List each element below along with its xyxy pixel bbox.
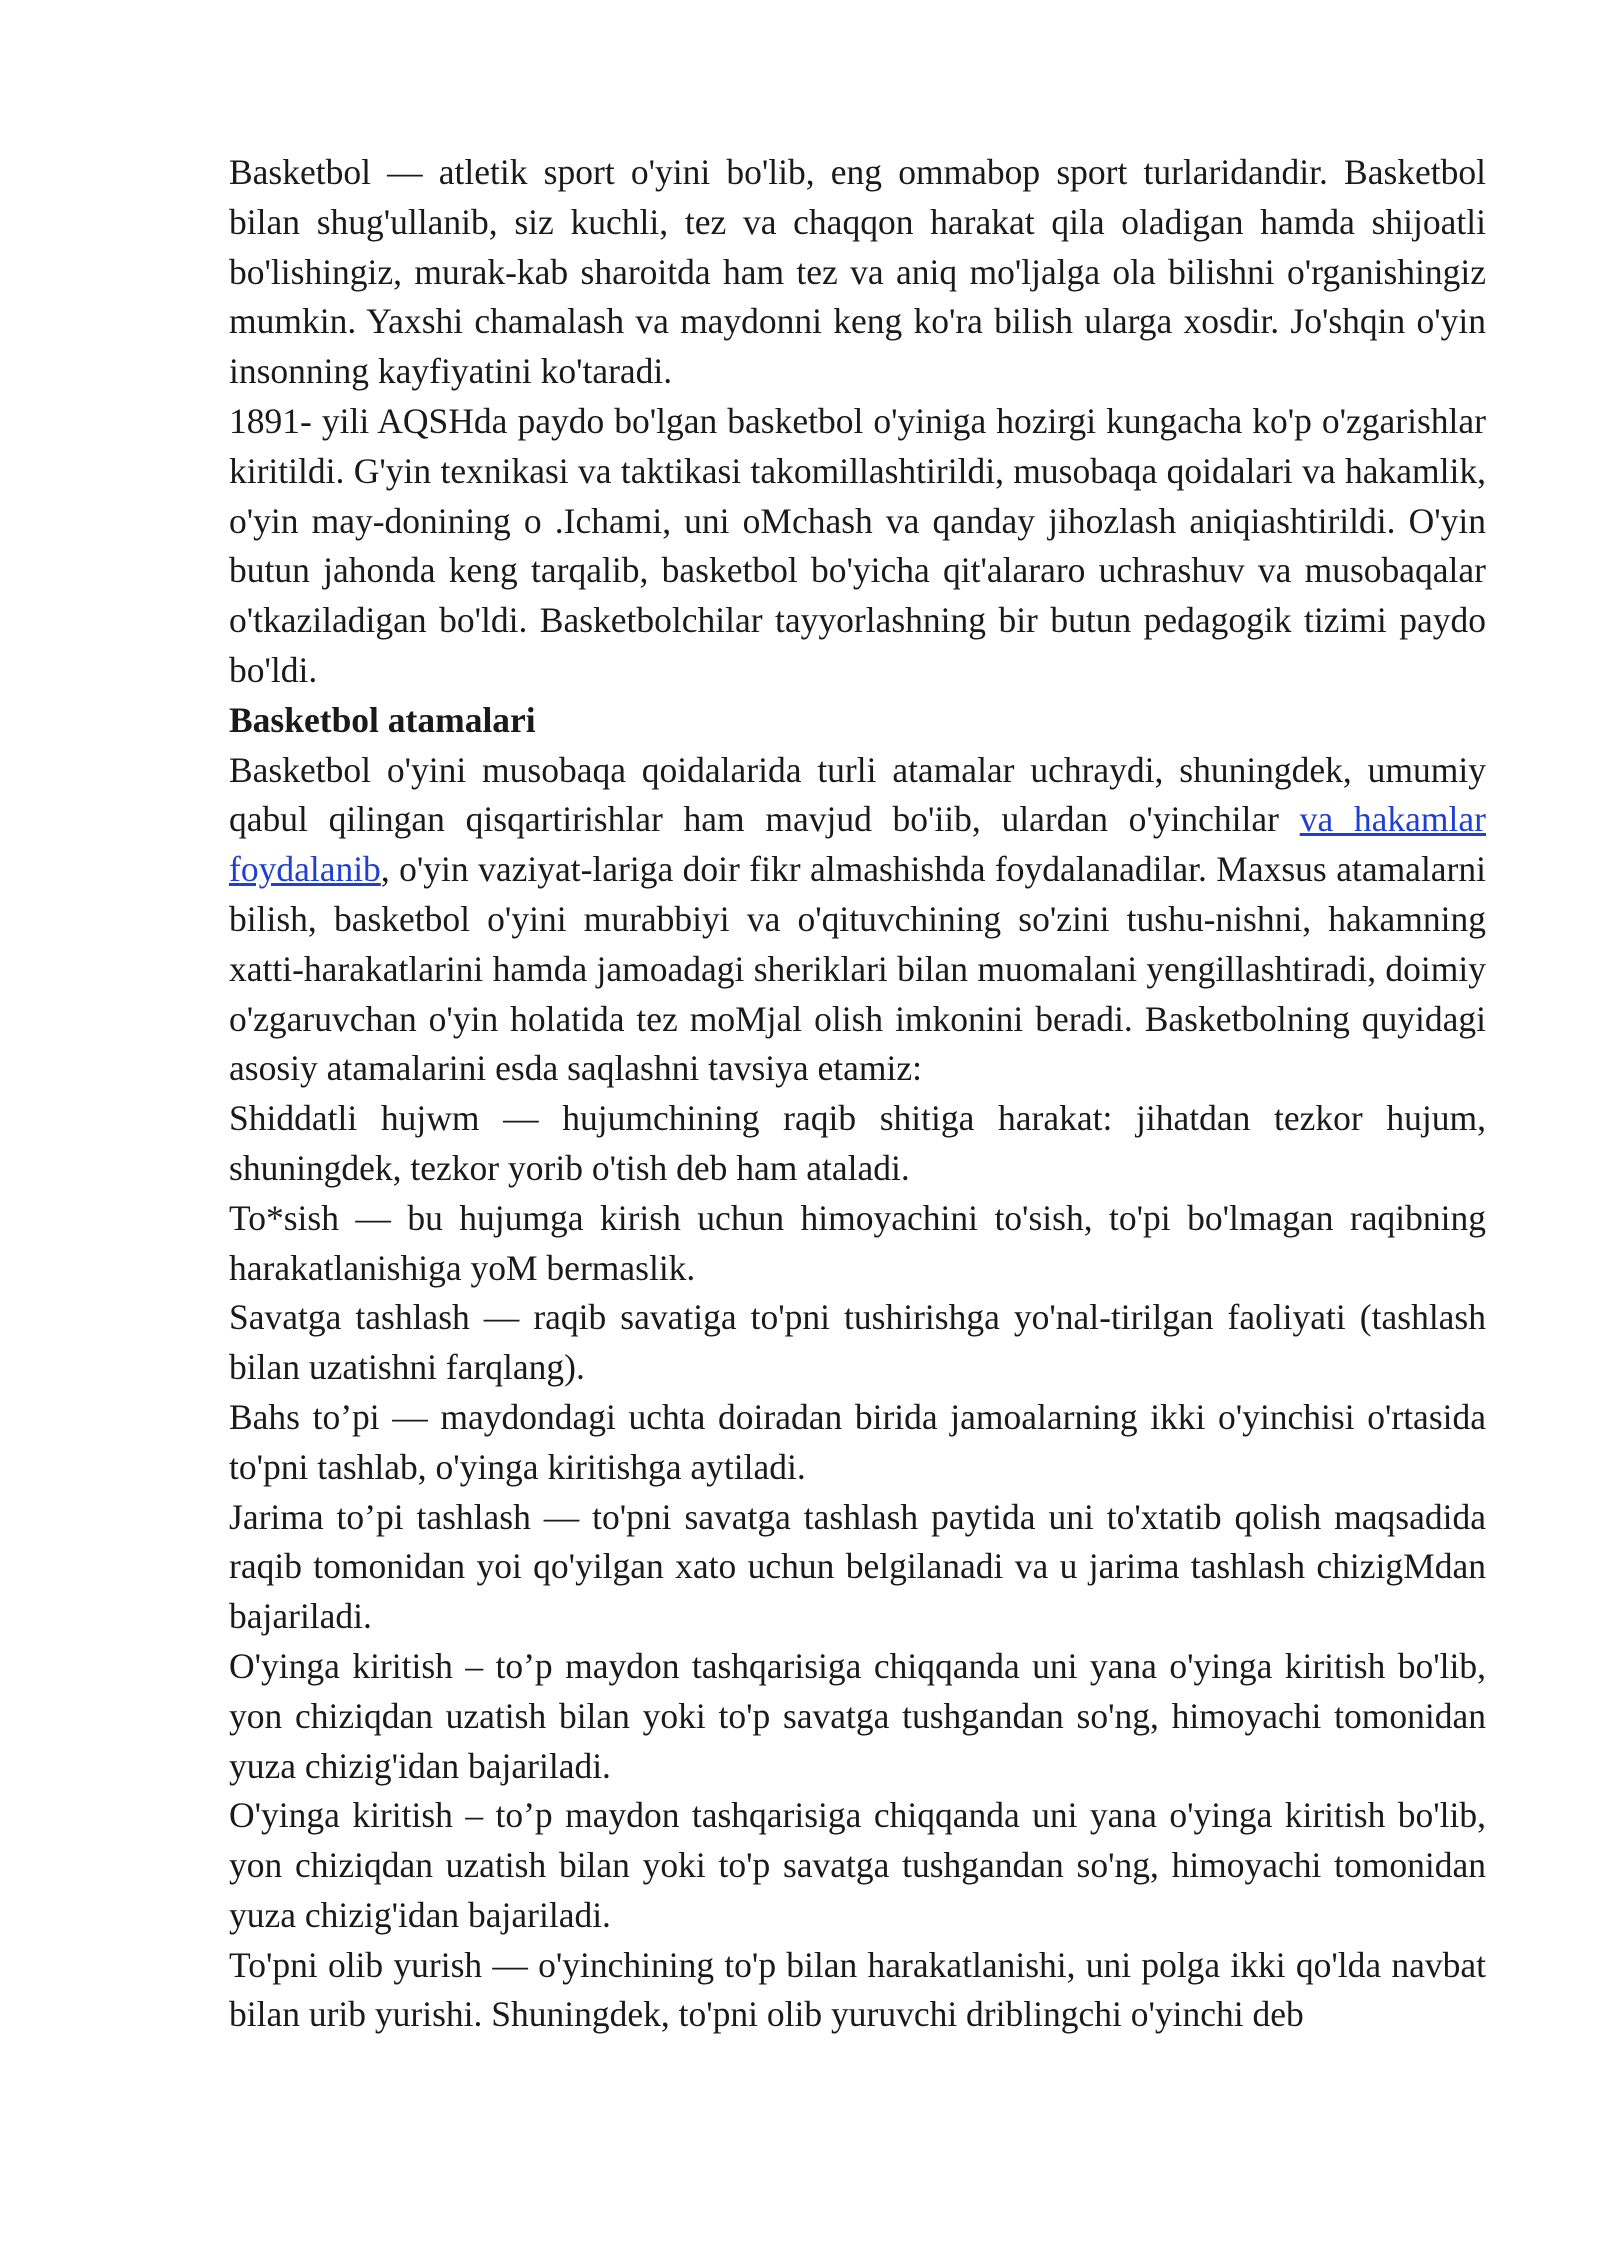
term-free-throw: Jarima to’pi tashlash — to'pni savatga tashlash paytida uni to'xtatib qolish maqsadida raqib tomonidan yoi qo'yilgan xato uchun belgilanadi va u jarima tashlash chizigMdan bajariladi. (229, 1496, 1486, 1637)
term-screen: To*sish — bu hujumga kirish uchun himoyachini to'sish, to'pi bo'lmagan raqibning harakatlanishiga yoM bermaslik. (229, 1197, 1486, 1288)
referees-link[interactable]: va hakamlar foydalanib (229, 799, 1486, 890)
paragraph-intro: Basketbol — atletik sport o'yini bo'lib, eng ommabop sport turlaridandir. Basketbol bilan shug'ullanib, siz kuchli, tez va chaqqon harakat qila oladigan hamda shijoatli bo'lishingiz, murak-kab sharoitda ham tez va aniq mo'ljalga ola bilishni o'rganishingiz mumkin. Yaxshi chamalash va maydonni keng ko'ra bilish ularga xosdir. Jo'shqin o'yin insonning kayfiyatini ko'taradi. (229, 152, 1486, 392)
term-throw-in: O'yinga kiritish – to’p maydon tashqarisiga chiqqanda uni yana o'yinga kiritish bo'lib, yon chiziqdan uzatish bilan yoki to'p savatga tushgandan so'ng, himoyachi tomonidan yuza chizig'idan bajariladi. (229, 1645, 1486, 1786)
term-fast-break: Shiddatli hujwm — hujumchining raqib shitiga harakat: jihatdan tezkor hujum, shuningdek, tezkor yorib o'tish deb ham ataladi. (229, 1098, 1486, 1188)
paragraph-terms-intro-end: , o'yin vaziyat-lariga doir fikr almashishda foydalanadilar. Maxsus atamalarni bilish, basketbol o'yini murabbiyi va o'qituvchining so'zini tushu-nishni, hakamning xatti-harakatlarini hamda jamoadagi sheriklari bilan muomalani yengillashtiradi, doimiy o'zgaruvchan o'yin holatida tez moMjal olish imkonini beradi. Basketbolning quyidagi asosiy atamalarini esda saqlashni tavsiya etamiz: (229, 849, 1486, 1089)
paragraph-terms-intro-start: Basketbol o'yini musobaqa qoidalarida turli atamalar uchraydi, shuningdek, umumiy qabul qilingan qisqartirishlar ham mavjud bo'iib, ulardan o'yinchilar (229, 749, 1486, 840)
term-shot: Savatga tashlash — raqib savatiga to'pni tushirishga yo'nal-tirilgan faoliyati (tashlash bilan uzatishni farqlang). (229, 1297, 1486, 1388)
paragraph-history: 1891- yili AQSHda paydo bo'lgan basketbol o'yiniga hozirgi kungacha ko'p o'zgarishlar kiritildi. G'yin texnikasi va taktikasi takomillashtirildi, musobaqa qoidalari va hakamlik, o'yin may-donining o .Ichami, uni oMchash va qanday jihozlash aniqiashtirildi. O'yin butun jahonda keng tarqalib, basketbol bo'yicha qit'alararo uchrashuv va musobaqalar o'tkaziladigan bo'ldi. Basketbolchilar tayyorlashning bir butun pedagogik tizimi paydo bo'ldi. (229, 400, 1486, 690)
term-dribbling: To'pni olib yurish — o'yinchining to'p bilan harakatlanishi, uni polga ikki qo'lda navbat bilan urib yurishi. Shuningdek, to'pni olib yuruvchi driblingchi o'yinchi deb (229, 1944, 1486, 2035)
document-body (229, 148, 1486, 2040)
term-throw-in-repeat: O'yinga kiritish – to’p maydon tashqarisiga chiqqanda uni yana o'yinga kiritish bo'lib, yon chiziqdan uzatish bilan yoki to'p savatga tushgandan so'ng, himoyachi tomonidan yuza chizig'idan bajariladi. (229, 1795, 1486, 1935)
paragraph-terms-intro (229, 746, 1486, 1095)
term-jump-ball: Bahs to’pi — maydondagi uchta doiradan birida jamoalarning ikki o'yinchisi o'rtasida to'pni tashlab, o'yinga kiritishga aytiladi. (229, 1396, 1486, 1487)
section-heading: Basketbol atamalari (229, 699, 536, 740)
